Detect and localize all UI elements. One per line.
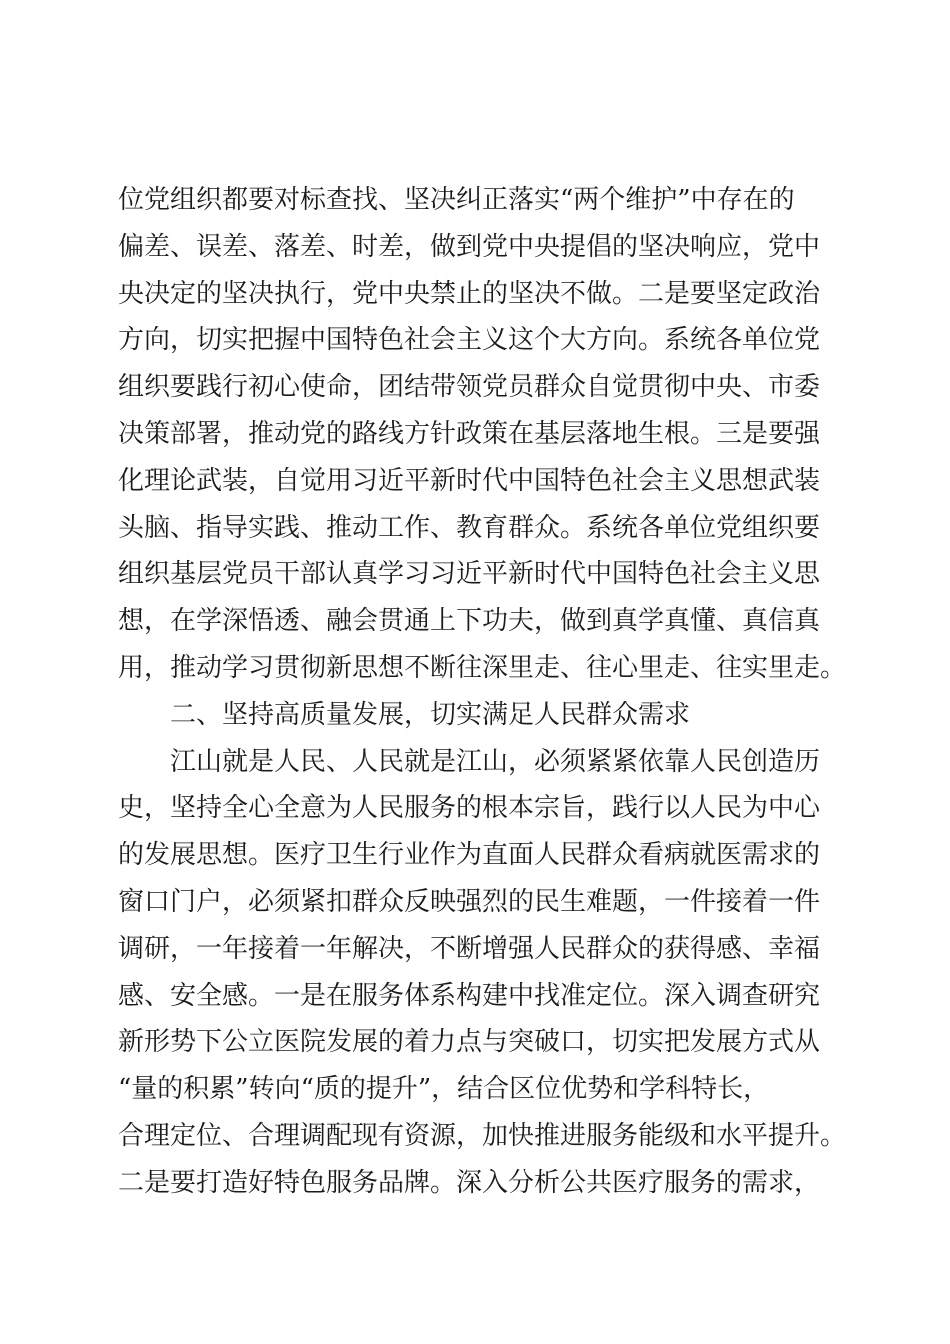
text-line: 史，坚持全心全意为人民服务的根本宗旨，践行以人民为中心: [118, 793, 821, 824]
text-line: 二是要打造好特色服务品牌。深入分析公共医疗服务的需求，: [118, 1167, 821, 1198]
text-line: 想，在学深悟透、融会贯通上下功夫，做到真学真懂、真信真: [118, 606, 821, 637]
body-text: [118, 177, 847, 1207]
text-line: 决策部署，推动党的路线方针政策在基层落地生根。三是要强: [118, 418, 821, 449]
text-line: 组织基层党员干部认真学习习近平新时代中国特色社会主义思: [118, 559, 821, 590]
text-line: 头脑、指导实践、推动工作、教育群众。系统各单位党组织要: [118, 512, 821, 543]
text-line: 合理定位、合理调配现有资源，加快推进服务能级和水平提升。: [118, 1120, 847, 1151]
text-line: 组织要践行初心使命，团结带领党员群众自觉贯彻中央、市委: [118, 372, 821, 403]
text-line: “量的积累”转向“质的提升”，结合区位优势和学科特长，: [118, 1074, 770, 1105]
text-line: 感、安全感。一是在服务体系构建中找准定位。深入调查研究: [118, 980, 821, 1011]
text-line: 用，推动学习贯彻新思想不断往深里走、往心里走、往实里走。: [118, 652, 847, 683]
text-line: 窗口门户，必须紧扣群众反映强烈的民生难题，一件接着一件: [118, 886, 821, 917]
text-line: 调研，一年接着一年解决，不断增强人民群众的获得感、幸福: [118, 933, 821, 964]
text-line: 的发展思想。医疗卫生行业作为直面人民群众看病就医需求的: [118, 840, 821, 871]
paragraph-start-line: 江山就是人民、人民就是江山，必须紧紧依靠人民创造历: [170, 746, 821, 777]
text-line: 化理论武装，自觉用习近平新时代中国特色社会主义思想武装: [118, 465, 821, 496]
text-line: 偏差、误差、落差、时差，做到党中央提倡的坚决响应，党中: [118, 231, 821, 262]
text-line: 位党组织都要对标查找、坚决纠正落实“两个维护”中存在的: [118, 185, 795, 215]
text-line: 方向，切实把握中国特色社会主义这个大方向。系统各单位党: [118, 325, 821, 356]
text-line: 新形势下公立医院发展的着力点与突破口，切实把发展方式从: [118, 1027, 821, 1058]
text-line: 央决定的坚决执行，党中央禁止的坚决不做。二是要坚定政治: [118, 278, 821, 309]
section-heading: 二、坚持高质量发展，切实满足人民群众需求: [170, 699, 691, 730]
